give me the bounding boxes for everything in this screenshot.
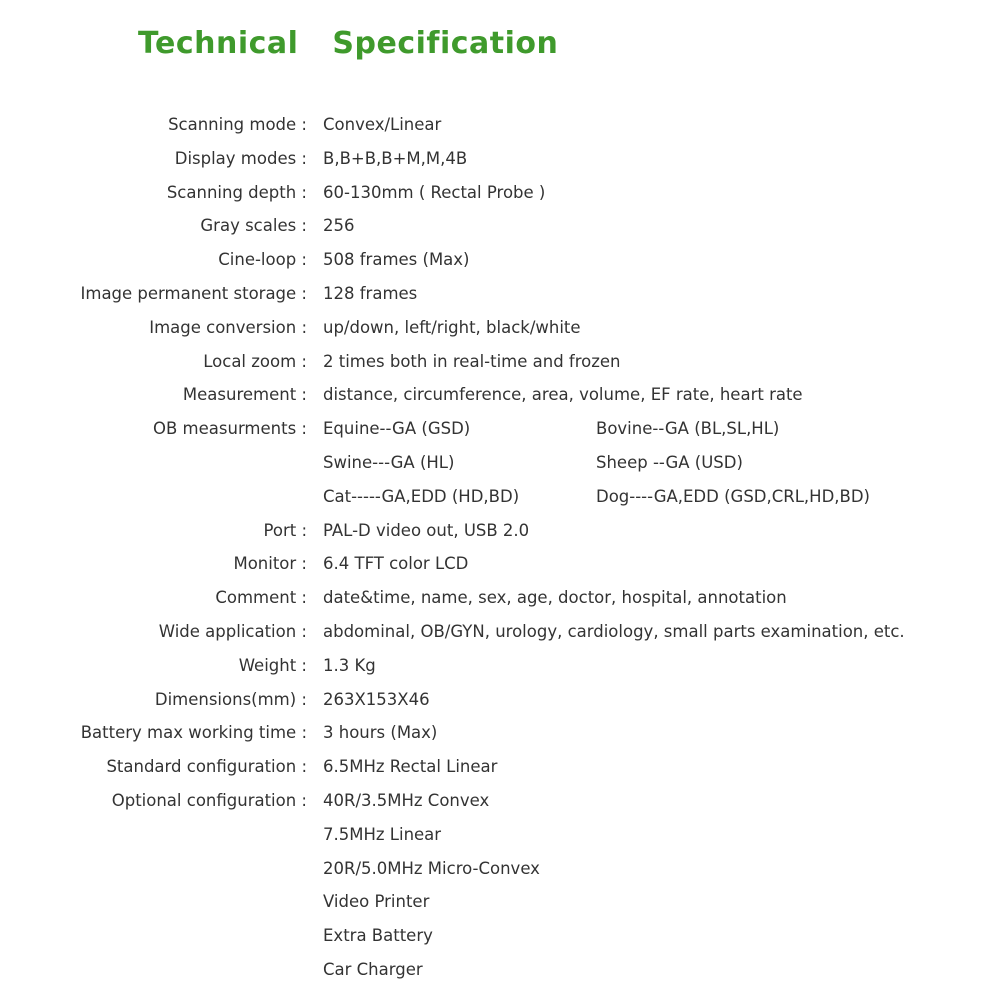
spec-label: Monitor : (233, 554, 307, 574)
spec-row (0, 818, 1000, 852)
spec-value-secondary: Sheep --GA (USD) (596, 452, 743, 472)
spec-value: 6.5MHz Rectal Linear (323, 757, 498, 777)
spec-label: Standard configuration : (106, 757, 307, 777)
spec-value: B,B+B,B+M,M,4B (323, 148, 468, 168)
spec-value: 263X153X46 (323, 689, 430, 709)
spec-row (0, 649, 1000, 683)
title-word-technical: Technical (138, 26, 299, 61)
spec-row (0, 547, 1000, 581)
spec-value: 1.3 Kg (323, 655, 376, 675)
spec-value: Swine---GA (HL) (323, 452, 455, 472)
spec-label: Scanning mode : (168, 115, 307, 134)
spec-row (0, 311, 1000, 345)
spec-value: Convex/Linear (323, 115, 442, 134)
spec-row (0, 683, 1000, 717)
spec-value: 40R/3.5MHz Convex (323, 790, 490, 810)
title-word-specification: Specification (332, 26, 559, 61)
spec-value: 6.4 TFT color LCD (323, 554, 469, 574)
spec-row (0, 750, 1000, 784)
spec-label: Port : (263, 520, 307, 540)
spec-value: Car Charger (323, 959, 423, 979)
spec-row (0, 412, 1000, 446)
spec-row (0, 243, 1000, 277)
spec-row (0, 142, 1000, 176)
spec-label: Gray scales : (200, 216, 307, 236)
spec-value: up/down, left/right, black/white (323, 317, 581, 337)
spec-label: Local zoom : (203, 351, 307, 371)
spec-row (0, 581, 1000, 615)
spec-row (0, 919, 1000, 953)
spec-value-secondary: Bovine--GA (BL,SL,HL) (596, 419, 780, 439)
spec-row (0, 615, 1000, 649)
spec-value: Video Printer (323, 892, 430, 912)
spec-value-secondary: Dog----GA,EDD (GSD,CRL,HD,BD) (596, 486, 870, 506)
spec-value: Equine--GA (GSD) (323, 419, 471, 439)
spec-row (0, 345, 1000, 379)
spec-label: Battery max working time : (80, 723, 307, 743)
spec-label: Measurement : (182, 385, 307, 405)
spec-label: Display modes : (174, 148, 307, 168)
spec-value: 60-130mm ( Rectal Probe ) (323, 182, 546, 202)
spec-row (0, 209, 1000, 243)
page-title (138, 26, 558, 61)
spec-label: Cine-loop : (218, 250, 307, 270)
spec-value: 2 times both in real-time and frozen (323, 351, 621, 371)
spec-label: OB measurments : (153, 419, 307, 439)
spec-value: distance, circumference, area, volume, EF rate, heart rate (323, 385, 803, 405)
spec-row (0, 852, 1000, 886)
spec-row (0, 446, 1000, 480)
spec-value: 7.5MHz Linear (323, 824, 442, 844)
spec-value: Cat-----GA,EDD (HD,BD) (323, 486, 520, 506)
spec-row (0, 716, 1000, 750)
spec-label: Image permanent storage : (80, 283, 307, 303)
spec-value: 20R/5.0MHz Micro-Convex (323, 858, 540, 878)
spec-row (0, 378, 1000, 412)
spec-label: Wide application : (158, 621, 307, 641)
spec-value: date&time, name, sex, age, doctor, hospital, annotation (323, 588, 787, 608)
spec-row (0, 277, 1000, 311)
spec-row (0, 176, 1000, 210)
spec-value: abdominal, OB/GYN, urology, cardiology, small parts examination, etc. (323, 621, 905, 641)
spec-label: Comment : (215, 588, 307, 608)
spec-label: Image conversion : (149, 317, 307, 337)
spec-value: PAL-D video out, USB 2.0 (323, 520, 530, 540)
spec-value: 3 hours (Max) (323, 723, 438, 743)
spec-row (0, 885, 1000, 919)
spec-label: Optional configuration : (111, 790, 307, 810)
spec-row (0, 480, 1000, 514)
spec-row (0, 514, 1000, 548)
spec-row (0, 108, 1000, 142)
spec-list (0, 108, 1000, 987)
spec-row (0, 953, 1000, 987)
spec-value: Extra Battery (323, 926, 433, 946)
spec-row (0, 784, 1000, 818)
spec-label: Scanning depth : (166, 182, 307, 202)
spec-label: Weight : (238, 655, 307, 675)
spec-value: 256 (323, 216, 355, 236)
spec-label: Dimensions(mm) : (154, 689, 307, 709)
spec-value: 128 frames (323, 283, 418, 303)
spec-value: 508 frames (Max) (323, 250, 470, 270)
